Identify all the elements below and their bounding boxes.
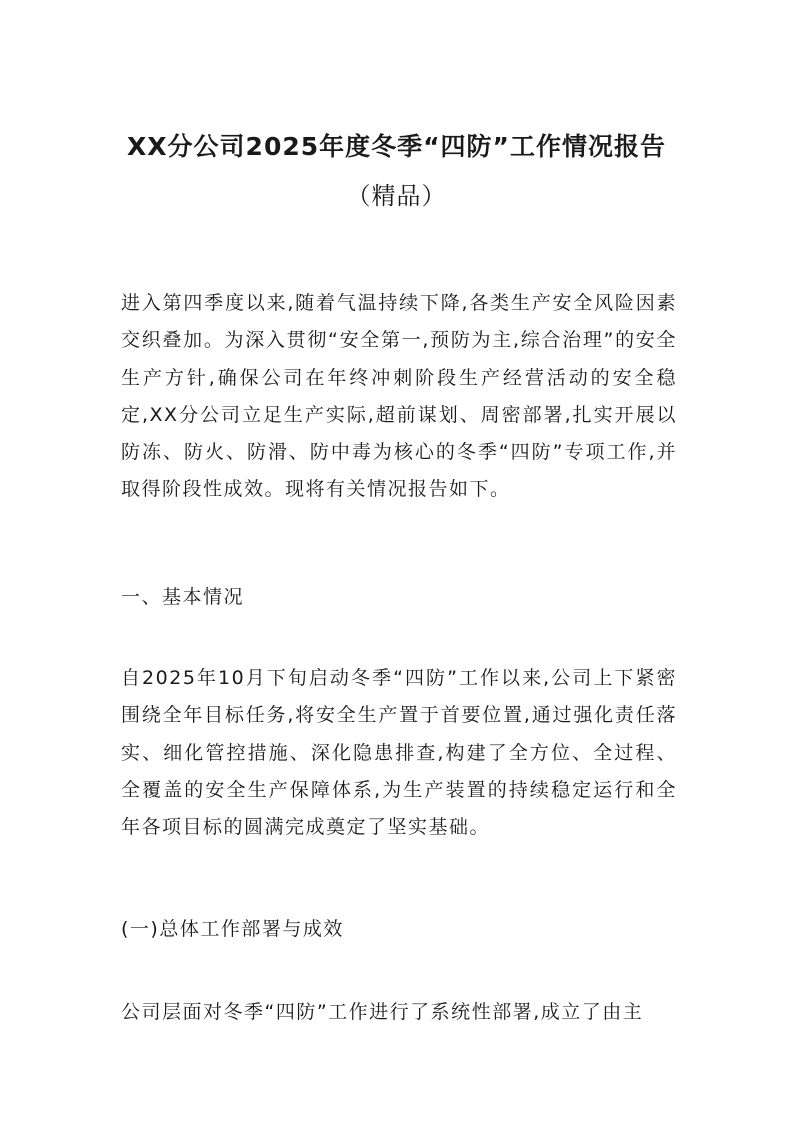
section-heading: 一、基本情况	[121, 586, 245, 608]
body-paragraph: 公司层面对冬季“四防”工作进行了系统性部署,成立了由主	[121, 1001, 644, 1023]
body-paragraph: 自2025年10月下旬启动冬季“四防”工作以来,公司上下紧密围绕全年目标任务,将安全生产置于首要位置,通过强化责任落实、细化管控措施、深化隐患排查,构建了全方位、全过程、全覆盖的安全生产保障体系,为生产装置的持续稳定运行和全年各项目标的圆满完成奠定了坚实基础。	[121, 667, 677, 839]
document-title: XX分公司2025年度冬季“四防”工作情况报告	[127, 132, 666, 161]
intro-paragraph: 进入第四季度以来,随着气温持续下降,各类生产安全风险因素交织叠加。为深入贯彻“安全第一,预防为主,综合治理”的安全生产方针,确保公司在年终冲刺阶段生产经营活动的安全稳定,XX分公司立足生产实际,超前谋划、周密部署,扎实开展以防冻、防火、防滑、防中毒为核心的冬季“四防”专项工作,并取得阶段性成效。现将有关情况报告如下。	[121, 292, 677, 501]
subsection-heading: (一)总体工作部署与成效	[121, 918, 344, 940]
document-subtitle: （精品）	[346, 182, 447, 210]
